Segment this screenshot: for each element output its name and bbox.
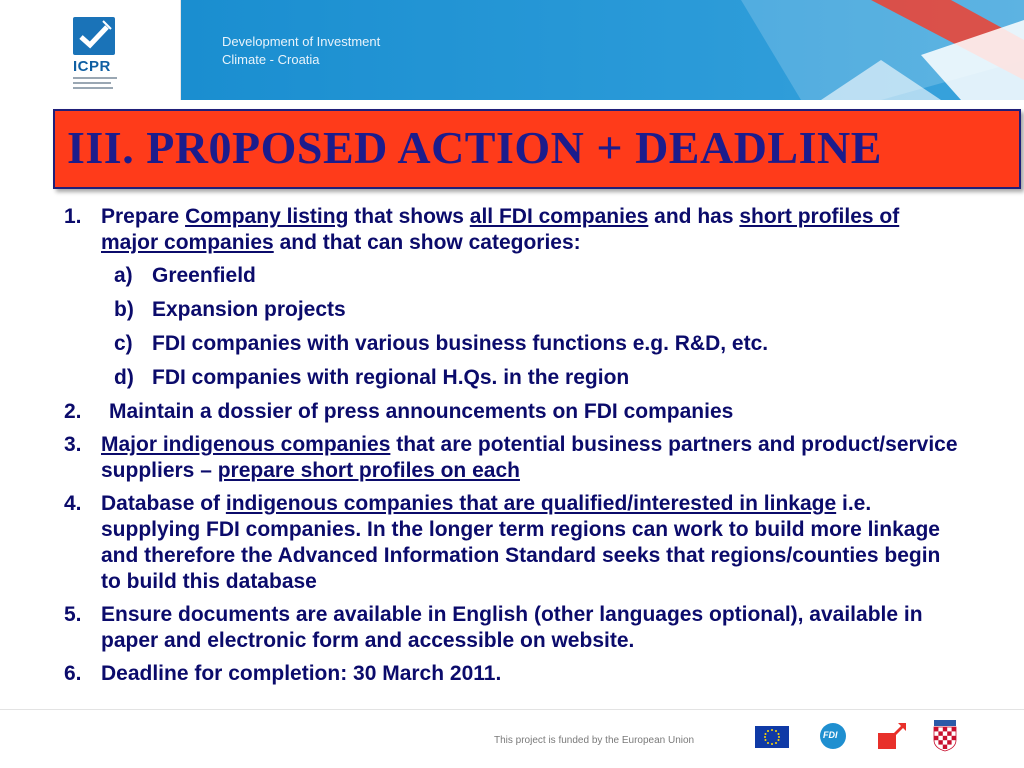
sub-item-text: FDI companies with various business functions e.g. R&D, etc. [152, 332, 769, 355]
prepare-short-profiles-underlined: prepare short profiles on each [217, 459, 520, 482]
item-number: 3. [64, 433, 82, 456]
sub-item-letter: a) [114, 264, 133, 287]
list-item-3 [58, 432, 958, 484]
icpr-logo-icon [73, 17, 115, 55]
icpr-logo [0, 0, 181, 100]
item-number: 5. [64, 603, 82, 626]
item-text: and has [648, 205, 740, 228]
item-text: i.e. supplying FDI companies. In the longer term regions can work to build more linkage and therefore the Advanced Information Standard seeks that regions/counties begin to build this database [101, 492, 941, 593]
item-number: 1. [64, 205, 82, 228]
list-item-2 [58, 399, 958, 425]
all-fdi-companies-underlined: all FDI companies [469, 205, 649, 228]
fdi-logo-text: FDI [823, 730, 838, 740]
sub-item-d [58, 365, 958, 391]
sub-item-letter: d) [114, 366, 134, 389]
banner-line-1: Development of Investment [222, 34, 381, 49]
header-banner [181, 0, 1024, 100]
company-listing-underlined: Company listing [185, 205, 349, 228]
item-text: and that can show categories: [273, 231, 581, 254]
indigenous-companies-underlined: indigenous companies that are qualified/interested in linkage [225, 492, 837, 515]
banner-title [222, 33, 380, 69]
item-number: 4. [64, 492, 82, 515]
item-text: that are potential business partners and product/service suppliers – [101, 433, 958, 482]
item-text: Ensure documents are available in English (other languages optional), available in paper and electronic form and accessible on website. [101, 603, 923, 652]
action-list [58, 204, 958, 694]
slide-title-bar [53, 109, 1021, 189]
logo-text: ICPR [73, 58, 111, 75]
list-item-1 [58, 204, 958, 256]
sub-item-text: Greenfield [152, 264, 256, 287]
footer-funded-text: This project is funded by the European Union [494, 735, 695, 746]
slide-title: III. PR0POSED ACTION + DEADLINE [67, 122, 882, 173]
footer-divider [0, 709, 1024, 710]
list-item-6 [58, 661, 958, 687]
major-indigenous-companies-underlined: Major indigenous companies [101, 433, 391, 456]
item-text: Deadline for completion: 30 March 2011. [101, 662, 502, 685]
logo-subtext-decoration [73, 76, 133, 92]
sub-item-text: FDI companies with regional H.Qs. in the region [152, 366, 630, 389]
item-number: 2. [64, 400, 82, 423]
item-text: Database of [101, 492, 226, 515]
banner-line-2: Climate - Croatia [222, 52, 320, 67]
sub-item-text: Expansion projects [152, 298, 346, 321]
sub-item-letter: c) [114, 332, 133, 355]
header [0, 0, 1024, 100]
fdi-logo-icon [820, 723, 846, 749]
item-number: 6. [64, 662, 82, 685]
arrow-logo-icon [876, 721, 908, 751]
eu-flag-icon [755, 726, 789, 748]
croatia-crest-icon [932, 720, 958, 752]
sub-item-letter: b) [114, 298, 134, 321]
item-text: Maintain a dossier of press announcements on FDI companies [109, 400, 734, 423]
sub-item-b [58, 297, 958, 323]
sub-item-c [58, 331, 958, 357]
item-text: that shows [348, 205, 470, 228]
list-item-4 [58, 491, 958, 595]
list-item-5 [58, 602, 958, 654]
short-profiles-underlined: short profiles of major companies [101, 205, 900, 254]
item-text: Prepare [101, 205, 186, 228]
sub-item-a [58, 263, 958, 289]
